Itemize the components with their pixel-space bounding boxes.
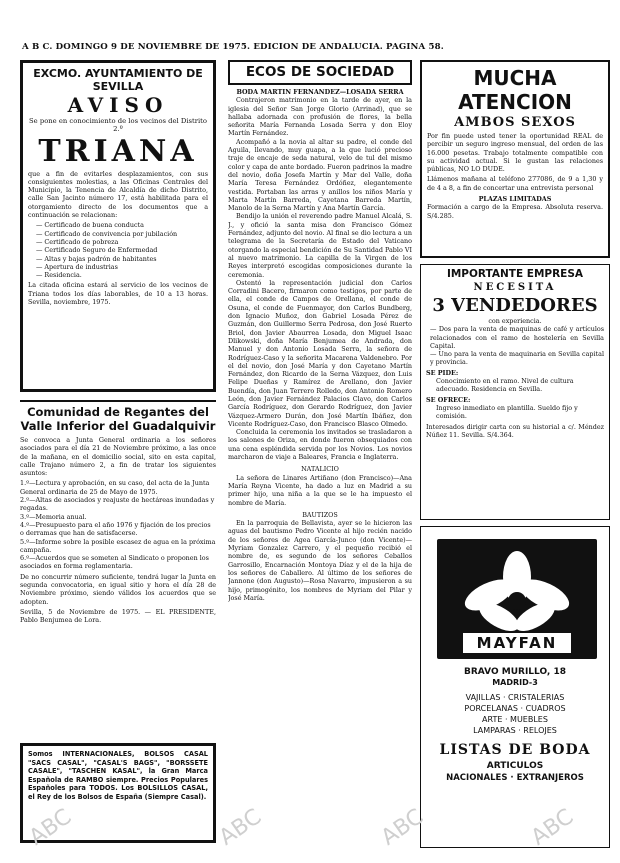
list-item: — Certificado de pobreza [36,237,119,246]
list-item: 5.º—Informe sobre la posible escasez de agua en la próxima campaña. [20,537,216,554]
comunidad-signature: Sevilla, 5 de Noviembre de 1975. — EL PRESIDENTE, Pablo Benjumea de Lora. [20,607,216,625]
aviso-body: que a fin de evitarles desplazamientos, con sus consiguientes molestias, a las Oficinas Centrales del Municipio, la Tenencia de Alcaldía de dicho Distrito, calle San Jacinto número 17, está habilitada para el otorgamiento directo de los documentos que a continuación se relacionan: [28,169,208,220]
list-item: — Uno para la venta de maquinaria en Sevilla capital y provincia. [430,350,604,367]
right-column [420,60,610,851]
ofrece-title: SE OFRECE: [426,395,471,404]
ecos-paragraph: Ostentó la representación judicial don Carlos Corradini Bacero, firmaron como testigos, por parte de ella, el conde de Campos de Orellana, el conde de Osuna, el conde de Fuenmayor, don Carlos Bundberg, don Ignacio Muñoz, don Gabriel Losada Pérez de Guzmán, don Guillermo Serra Pedrosa, don José Ruerto Briol, don Javier Abaurrea Losada, don Miguel Isaac Dlikowski, doña María Benjumea de Andrada, don Manuel y don Antonio Losada Serra, la señora de Rodríguez-Caso y la señorita Macarena Valdenebro. Por el del novio, don José María y don Cayetano Martín Fernández, don Ricardo de la Serna Vázquez, don Luis Felipe Dueñas y Ramírez de Arellano, don Javier Buendía, don Juan Terrero Rolledo, don Antonio Romero León, don Javier Fernández Palacios Clavo, don Carlos García Rodríguez, don Gerardo Rodríguez, don Javier Vázquez-Armero Durán, don José Martín Ibáñez, don Vicente Rodríguez-Caso, don Francisco Blasco Olmedo. [228,278,412,428]
list-item: — Certificado de buena conducta [36,221,144,230]
watermark: ABC [24,804,77,851]
aviso-heading: AVISO [67,93,169,117]
ecos-body [228,88,412,796]
empresa-bullets [426,325,604,366]
left-column [20,60,216,843]
list-item: 3.º—Memoria anual. [20,512,87,521]
mayfan-articulos: ARTICULOS [486,761,544,771]
list-item: — Dos para la venta de maquinas de café y artículos relacionados con el ramo de hostelería en Sevilla Capital. [430,325,604,350]
mayfan-listas: LISTAS DE BODA [439,742,591,758]
ayuntamiento-city: SEVILLA [92,80,144,93]
empresa-title: IMPORTANTE EMPRESA [446,268,584,280]
mucha-body: Por fin puede usted tener la oportunidad REAL de percibir un seguro ingreso mensual, del orden de las 16.000 pesetas. Trabajo totalmente compatible con su actividad actual. Si le gustan las relaciones públicas, NO LO DUDE. [427,132,603,174]
watermark: ABC [214,804,267,851]
aviso-closing: La citada oficina estará al servicio de los vecinos de Triana todos los días laborables, de 10 a 13 horas. Sevilla, noviembre, 1975. [28,281,208,307]
agenda-list [20,479,216,570]
list-item: — Certificado Seguro de Enfermedad [36,246,158,255]
mayfan-line: LAMPARAS · RELOJES [473,726,557,735]
comunidad-notice [20,400,216,735]
ecos-paragraph: Concluida la ceremonia los invitados se trasladaron a los salones de Oriza, en donde fueron obsequiados con una cena espléndida servida por los Novios. Los novios marcharon de viaje a Baleares, Francia e Inglaterra. [228,428,412,462]
ecos-title-box [228,60,412,85]
list-item: 1.º—Lectura y aprobación, en su caso, del acta de la Junta General ordinaria de 25 de Mayo de 1975. [20,479,210,496]
watermark: ABC [526,804,579,851]
empresa-fine: Interesados dirigir carta con su historial a c/. Méndez Núñez 11. Sevilla. S/4.364. [426,422,604,439]
mayfan-line: ARTE · MUEBLES [482,715,548,724]
aviso-intro: Se pone en conocimiento de los vecinos del Distrito 2.º [29,117,207,134]
list-item: 4.º—Presupuesto para el año 1976 y fijación de los precios o derramas que han de satisfacerse. [20,520,211,538]
natalicio-text: La señora de Linares Artiñano (don Francisco)—Ana María Reyna Vicente, ha dado a luz en Madrid a su primer hijo, una niña a la que se le ha impuesto el nombre de María. [228,473,412,507]
mayfan-city: MADRID-3 [492,678,538,687]
natalicio-title: NATALICIO [301,465,339,474]
ecos-paragraph: Bendijo la unión el reverendo padre Manuel Alcalá, S. J., y ofició la santa misa don Francisco Gómez Fernández, adjunto del novio. Al final se dio lectura a un telegrama de la Secretaría de Estado del Vaticano otorgando la especial bendición de Su Santidad Pablo VI al nuevo matrimonio. La capilla de la Virgen de los Reyes interpretó escogidas composiciones durante la ceremonia. [228,212,412,279]
empresa-experience: con experiencia. [488,317,542,325]
list-item: — Apertura de industrias [36,262,118,271]
empresa-ad [420,264,610,520]
empresa-vendedores: 3 VENDEDORES [432,295,598,316]
mayfan-text [421,667,609,784]
document-list [28,221,208,279]
list-item: 6.º—Acuerdos que se someten al Sindicato o proponen los asociados en forma reglamentaria. [20,554,209,571]
list-item-text: Dos para la venta de maquinas de café y artículos relacionados con el ramo de hostelería en Sevilla Capital. [430,325,604,350]
pide-title: SE PIDE: [426,368,459,377]
ayuntamiento-title: EXCMO. AYUNTAMIENTO DE [33,67,203,80]
pide-text: Conocimiento en el ramo. Nivel de cultura adecuado. Residencia en Sevilla. [436,377,574,394]
comunidad-subtitle: Valle Inferior del Guadalquivir [20,419,216,433]
list-item: 2.º—Altas de asociados y reajuste de hectáreas inundadas y regadas. [20,496,215,513]
mucha-subtitle: AMBOS SEXOS [454,115,576,130]
mayfan-ad [420,526,610,851]
ayuntamiento-notice [20,60,216,392]
comunidad-title: Comunidad de Regantes del [27,405,209,419]
list-item-text: Uno para la venta de maquinaria en Sevilla capital y provincia. [430,350,604,367]
bautizos-text: En la parroquia de Bellavista, ayer se le hicieron las aguas del bautismo Pedro Vicente al hijo recién nacido de los señores de Agea García-Junco (don Vicente)—Myriam Gonzalez Carrero, y el pequeño recibió el nombre de, es segundo de los señores Ceballos Garrosillo, Encarnación Montoya Díaz y el de la hija de los señores de Caballero. Al último de los señores de Jannone (don Augusto)—Rosa Navarro, impusieron a su hijo, primogénito, los nombres de Myriam del Pilar y José María. [228,519,412,602]
internacionales-text: Somos INTERNACIONALES, BOLSOS CASAL "SACS CASAL", "CASAL'S BAGS", "BORSSETE CASALE", "TASCHEN KASAL", la Gran Marca Española de RAMBO siempre. Precios Populares Españoles para TODOS. Los BOLSILLOS CASAL, el Rey de los Bolsos de España (Siempre Casal). [28,750,208,801]
page-header: A B C. DOMINGO 9 DE NOVIEMBRE DE 1975. EDICION DE ANDALUCIA. PAGINA 58. [22,42,444,52]
comunidad-intro: Se convoca a Junta General ordinaria a los señores asociados para el día 21 de Noviembre próximo, a las once de la mañana, en el domicilio social, sito en esta capital, calle Trajano número 2, a fin de tratar los siguientes asuntos: [20,436,216,478]
mucha-plazas: PLAZAS LIMITADAS [478,195,552,204]
ecos-title: ECOS DE SOCIEDAD [245,64,395,80]
mayfan-line: VAJILLAS · CRISTALERIAS [465,693,565,702]
ecos-paragraph: Contrajeron matrimonio en la tarde de ayer, en la iglesia del Señor San Jorge Glorio (Arrinad), que se hallaba adornada con profusión de flores, la bella señorita María Fernanda Losada Serra y don Eloy Martín Fernández. [228,96,412,138]
mayfan-line: PORCELANAS · CUADROS [464,704,566,713]
list-item: — Residencia. [36,271,82,280]
list-item: — Certificado de convivencia por jubilación [36,229,178,238]
comunidad-note: De no concurrir número suficiente, tendrá lugar la Junta en segunda convocatoria, en igual sitio y hora el día 28 de Noviembre próximo, siendo válidos los acuerdos que se adopten. [20,572,216,606]
watermark: ABC [376,804,429,851]
mucha-atencion-ad [420,60,610,258]
mayfan-address: BRAVO MURILLO, 18 [464,667,566,677]
mayfan-logo-text: MAYFAN [476,634,558,652]
district-name: TRIANA [38,133,198,169]
boda-title: BODA MARTIN FERNANDEZ—LOSADA SERRA [236,88,404,96]
bautizos-title: BAUTIZOS [302,510,338,519]
mucha-title: MUCHA ATENCION [458,66,572,114]
mucha-phone: Llámenos mañana al teléfono 277086, de 9 a 1,30 y de 4 a 8, a fin de concertar una entrevista personal [427,175,603,192]
ecos-paragraph: Acompañó a la novia al altar su padre, el conde del Aguila, llevando, muy guapa, a la que lució precioso traje de encaje de seda natural, velo de tul del mismo color y capa de ante bordado. Fueron padrinos la madre del novio, doña Josefa Martín y Mar del Valle, doña María Teresa Fernández Ordóñez, elegantemente vestida. Portaban las arras y anillos los niños María y Marta Martín Barreda, Cayetana Barreda Martín, Manolo de la Serna Martín y Ana Martín García. [228,137,412,213]
mayfan-nacionales: NACIONALES · EXTRANJEROS [446,773,584,783]
mayfan-logo-panel [437,539,597,659]
empresa-necesita: NECESITA [473,282,557,293]
list-item: — Altas y bajas padrón de habitantes [36,254,157,263]
middle-column [228,60,412,796]
mucha-fine: Formación a cargo de la Empresa. Absoluta reserva. S/4.285. [427,203,603,220]
ofrece-text: Ingreso inmediato en plantilla. Sueldo fijo y comisión. [436,403,578,421]
